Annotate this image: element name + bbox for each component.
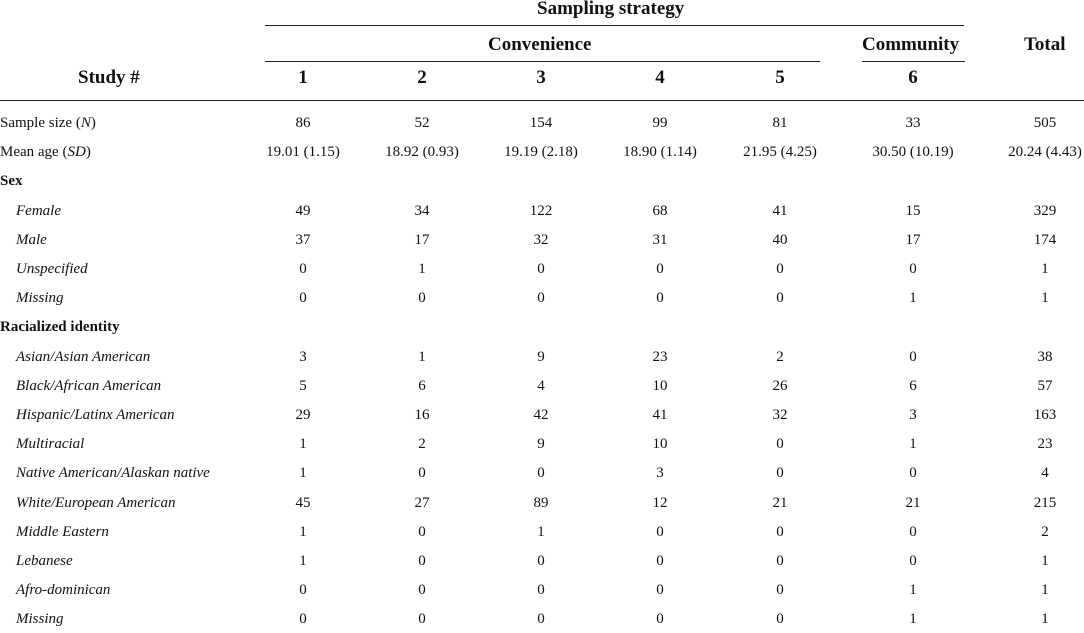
row-label: Missing <box>16 290 64 307</box>
study-4-cell: 12 <box>652 494 668 511</box>
row-label <box>0 114 96 132</box>
row-label: Hispanic/Latinx American <box>16 407 175 423</box>
table-row <box>0 488 1084 517</box>
study-5-cell: 0 <box>776 465 784 482</box>
study-6-cell: 1 <box>909 436 917 453</box>
table-row <box>0 254 1084 283</box>
total-cell: 4 <box>1041 465 1049 482</box>
total-cell: 1 <box>1041 553 1049 569</box>
study-3-cell: 89 <box>533 494 549 511</box>
header-bottom-rule <box>0 100 1084 101</box>
study-1-cell: 5 <box>299 377 307 394</box>
study-3-cell: 1 <box>537 523 545 540</box>
table-row <box>0 196 1084 225</box>
study-2-cell: 1 <box>418 261 426 277</box>
study-5-cell: 0 <box>776 553 784 569</box>
total-cell: 1 <box>1041 611 1049 628</box>
table-row <box>0 225 1084 254</box>
total-cell: 20.24 (4.43) <box>1008 144 1082 161</box>
table-row <box>0 108 1084 137</box>
table-row <box>0 400 1084 429</box>
study-2-cell: 1 <box>418 348 426 365</box>
study-3-cell: 122 <box>529 202 553 219</box>
study-4-cell: 0 <box>656 290 664 307</box>
study-5-cell: 32 <box>772 407 788 423</box>
study-5-cell: 21 <box>772 494 788 511</box>
row-label <box>0 143 91 161</box>
study-6-cell: 33 <box>905 115 921 131</box>
total-cell: 215 <box>1033 494 1057 511</box>
row-label: Missing <box>16 611 64 628</box>
study-5-cell: 0 <box>776 261 784 277</box>
row-label: Racialized identity <box>0 319 120 336</box>
study-2-header: 2 <box>417 67 427 88</box>
study-6-cell: 30.50 (10.19) <box>872 144 954 161</box>
study-6-cell: 0 <box>909 523 917 540</box>
study-6-cell: 0 <box>909 261 917 277</box>
study-3-cell: 0 <box>537 553 545 569</box>
study-5-cell: 0 <box>776 582 784 599</box>
sampling-strategy-rule <box>265 25 964 26</box>
study-2-cell: 34 <box>414 202 430 219</box>
study-number-header: Study # <box>78 67 140 88</box>
community-header: Community <box>862 34 960 55</box>
study-3-header: 3 <box>536 67 546 88</box>
row-label-part: SD <box>67 144 86 161</box>
total-cell: 1 <box>1041 261 1049 277</box>
total-cell: 174 <box>1033 231 1057 248</box>
total-header: Total <box>1024 34 1066 55</box>
convenience-header: Convenience <box>488 34 592 55</box>
study-1-cell: 3 <box>299 348 307 365</box>
total-cell: 163 <box>1033 407 1057 423</box>
study-2-cell: 27 <box>414 494 430 511</box>
total-cell: 505 <box>1033 115 1057 131</box>
study-2-cell: 17 <box>414 231 430 248</box>
table-row <box>0 458 1084 487</box>
study-3-cell: 0 <box>537 261 545 277</box>
study-1-cell: 0 <box>299 582 307 599</box>
study-3-cell: 42 <box>533 407 549 423</box>
row-label: Afro-dominican <box>16 582 111 599</box>
table-row <box>0 517 1084 546</box>
study-5-cell: 26 <box>772 377 788 394</box>
study-2-cell: 0 <box>418 465 426 482</box>
study-1-cell: 37 <box>295 231 311 248</box>
study-2-cell: 18.92 (0.93) <box>385 144 459 161</box>
study-3-cell: 19.19 (2.18) <box>504 144 578 161</box>
study-3-cell: 9 <box>537 348 545 365</box>
row-label: Unspecified <box>16 261 88 277</box>
study-5-cell: 0 <box>776 290 784 307</box>
study-5-cell: 81 <box>772 115 788 131</box>
total-cell: 23 <box>1037 436 1053 453</box>
row-label: Middle Eastern <box>16 523 109 540</box>
study-4-cell: 10 <box>652 377 668 394</box>
sampling-strategy-header: Sampling strategy <box>537 0 685 19</box>
study-1-cell: 45 <box>295 494 311 511</box>
table-row <box>0 371 1084 400</box>
study-4-cell: 10 <box>652 436 668 453</box>
row-label-part: N <box>80 115 91 131</box>
study-4-cell: 99 <box>652 115 668 131</box>
study-1-cell: 29 <box>295 407 311 423</box>
study-1-cell: 1 <box>299 465 307 482</box>
row-label-part: ) <box>85 144 91 161</box>
study-3-cell: 154 <box>529 115 553 131</box>
row-label: Female <box>16 202 61 219</box>
row-label-part: ) <box>90 115 96 131</box>
total-cell: 329 <box>1033 202 1057 219</box>
table-row <box>0 575 1084 604</box>
row-label: White/European American <box>16 494 176 511</box>
study-5-cell: 21.95 (4.25) <box>743 144 817 161</box>
study-6-cell: 1 <box>909 611 917 628</box>
study-4-cell: 41 <box>652 407 668 423</box>
study-3-cell: 0 <box>537 290 545 307</box>
row-label: Male <box>16 231 47 248</box>
study-3-cell: 4 <box>537 377 545 394</box>
study-2-cell: 0 <box>418 553 426 569</box>
study-1-cell: 1 <box>299 553 307 569</box>
table-row <box>0 429 1084 458</box>
study-4-cell: 68 <box>652 202 668 219</box>
total-cell: 57 <box>1037 377 1053 394</box>
community-rule <box>862 61 965 62</box>
row-label-part: Sample size ( <box>0 115 81 131</box>
study-6-cell: 21 <box>905 494 921 511</box>
table-row <box>0 283 1084 312</box>
study-1-header: 1 <box>298 67 308 88</box>
study-1-cell: 19.01 (1.15) <box>266 144 340 161</box>
study-4-cell: 0 <box>656 523 664 540</box>
row-label: Black/African American <box>16 377 162 394</box>
section-header-row <box>0 166 1084 195</box>
study-2-cell: 0 <box>418 290 426 307</box>
study-1-cell: 0 <box>299 290 307 307</box>
study-6-cell: 3 <box>909 407 917 423</box>
study-1-cell: 86 <box>295 115 311 131</box>
convenience-rule <box>265 61 820 62</box>
study-4-cell: 0 <box>656 611 664 628</box>
row-label-part: Mean age ( <box>0 144 68 161</box>
total-cell: 1 <box>1041 290 1049 307</box>
study-4-cell: 23 <box>652 348 668 365</box>
total-cell: 1 <box>1041 582 1049 599</box>
row-label: Sex <box>0 173 23 190</box>
study-4-cell: 0 <box>656 553 664 569</box>
study-5-header: 5 <box>775 67 785 88</box>
study-5-cell: 2 <box>776 348 784 365</box>
study-1-cell: 1 <box>299 436 307 453</box>
study-6-cell: 0 <box>909 348 917 365</box>
study-4-cell: 0 <box>656 261 664 277</box>
row-label: Lebanese <box>16 553 73 569</box>
study-2-cell: 16 <box>414 407 430 423</box>
study-5-cell: 0 <box>776 436 784 453</box>
row-label: Asian/Asian American <box>16 348 151 365</box>
study-4-cell: 0 <box>656 582 664 599</box>
study-5-cell: 40 <box>772 231 788 248</box>
table-row <box>0 137 1084 166</box>
study-3-cell: 32 <box>533 231 549 248</box>
study-2-cell: 0 <box>418 582 426 599</box>
study-2-cell: 2 <box>418 436 426 453</box>
study-6-cell: 1 <box>909 290 917 307</box>
study-4-cell: 31 <box>652 231 668 248</box>
study-6-header: 6 <box>908 67 918 88</box>
study-2-cell: 6 <box>418 377 426 394</box>
study-6-cell: 17 <box>905 231 921 248</box>
study-1-cell: 1 <box>299 523 307 540</box>
study-5-cell: 41 <box>772 202 788 219</box>
study-5-cell: 0 <box>776 611 784 628</box>
study-3-cell: 0 <box>537 582 545 599</box>
study-4-cell: 18.90 (1.14) <box>623 144 697 161</box>
study-2-cell: 0 <box>418 611 426 628</box>
study-5-cell: 0 <box>776 523 784 540</box>
study-6-cell: 0 <box>909 465 917 482</box>
study-3-cell: 9 <box>537 436 545 453</box>
study-4-header: 4 <box>655 67 665 88</box>
study-1-cell: 49 <box>295 202 311 219</box>
study-3-cell: 0 <box>537 611 545 628</box>
study-6-cell: 0 <box>909 553 917 569</box>
study-6-cell: 15 <box>905 202 921 219</box>
table-row <box>0 546 1084 575</box>
study-2-cell: 52 <box>414 115 430 131</box>
section-header-row <box>0 312 1084 341</box>
study-6-cell: 6 <box>909 377 917 394</box>
row-label: Multiracial <box>16 436 85 453</box>
total-cell: 2 <box>1041 523 1049 540</box>
study-2-cell: 0 <box>418 523 426 540</box>
total-cell: 38 <box>1037 348 1053 365</box>
study-1-cell: 0 <box>299 261 307 277</box>
study-4-cell: 3 <box>656 465 664 482</box>
study-1-cell: 0 <box>299 611 307 628</box>
study-3-cell: 0 <box>537 465 545 482</box>
table-row <box>0 604 1084 633</box>
row-label: Native American/Alaskan native <box>16 465 210 482</box>
table-row <box>0 342 1084 371</box>
study-6-cell: 1 <box>909 582 917 599</box>
